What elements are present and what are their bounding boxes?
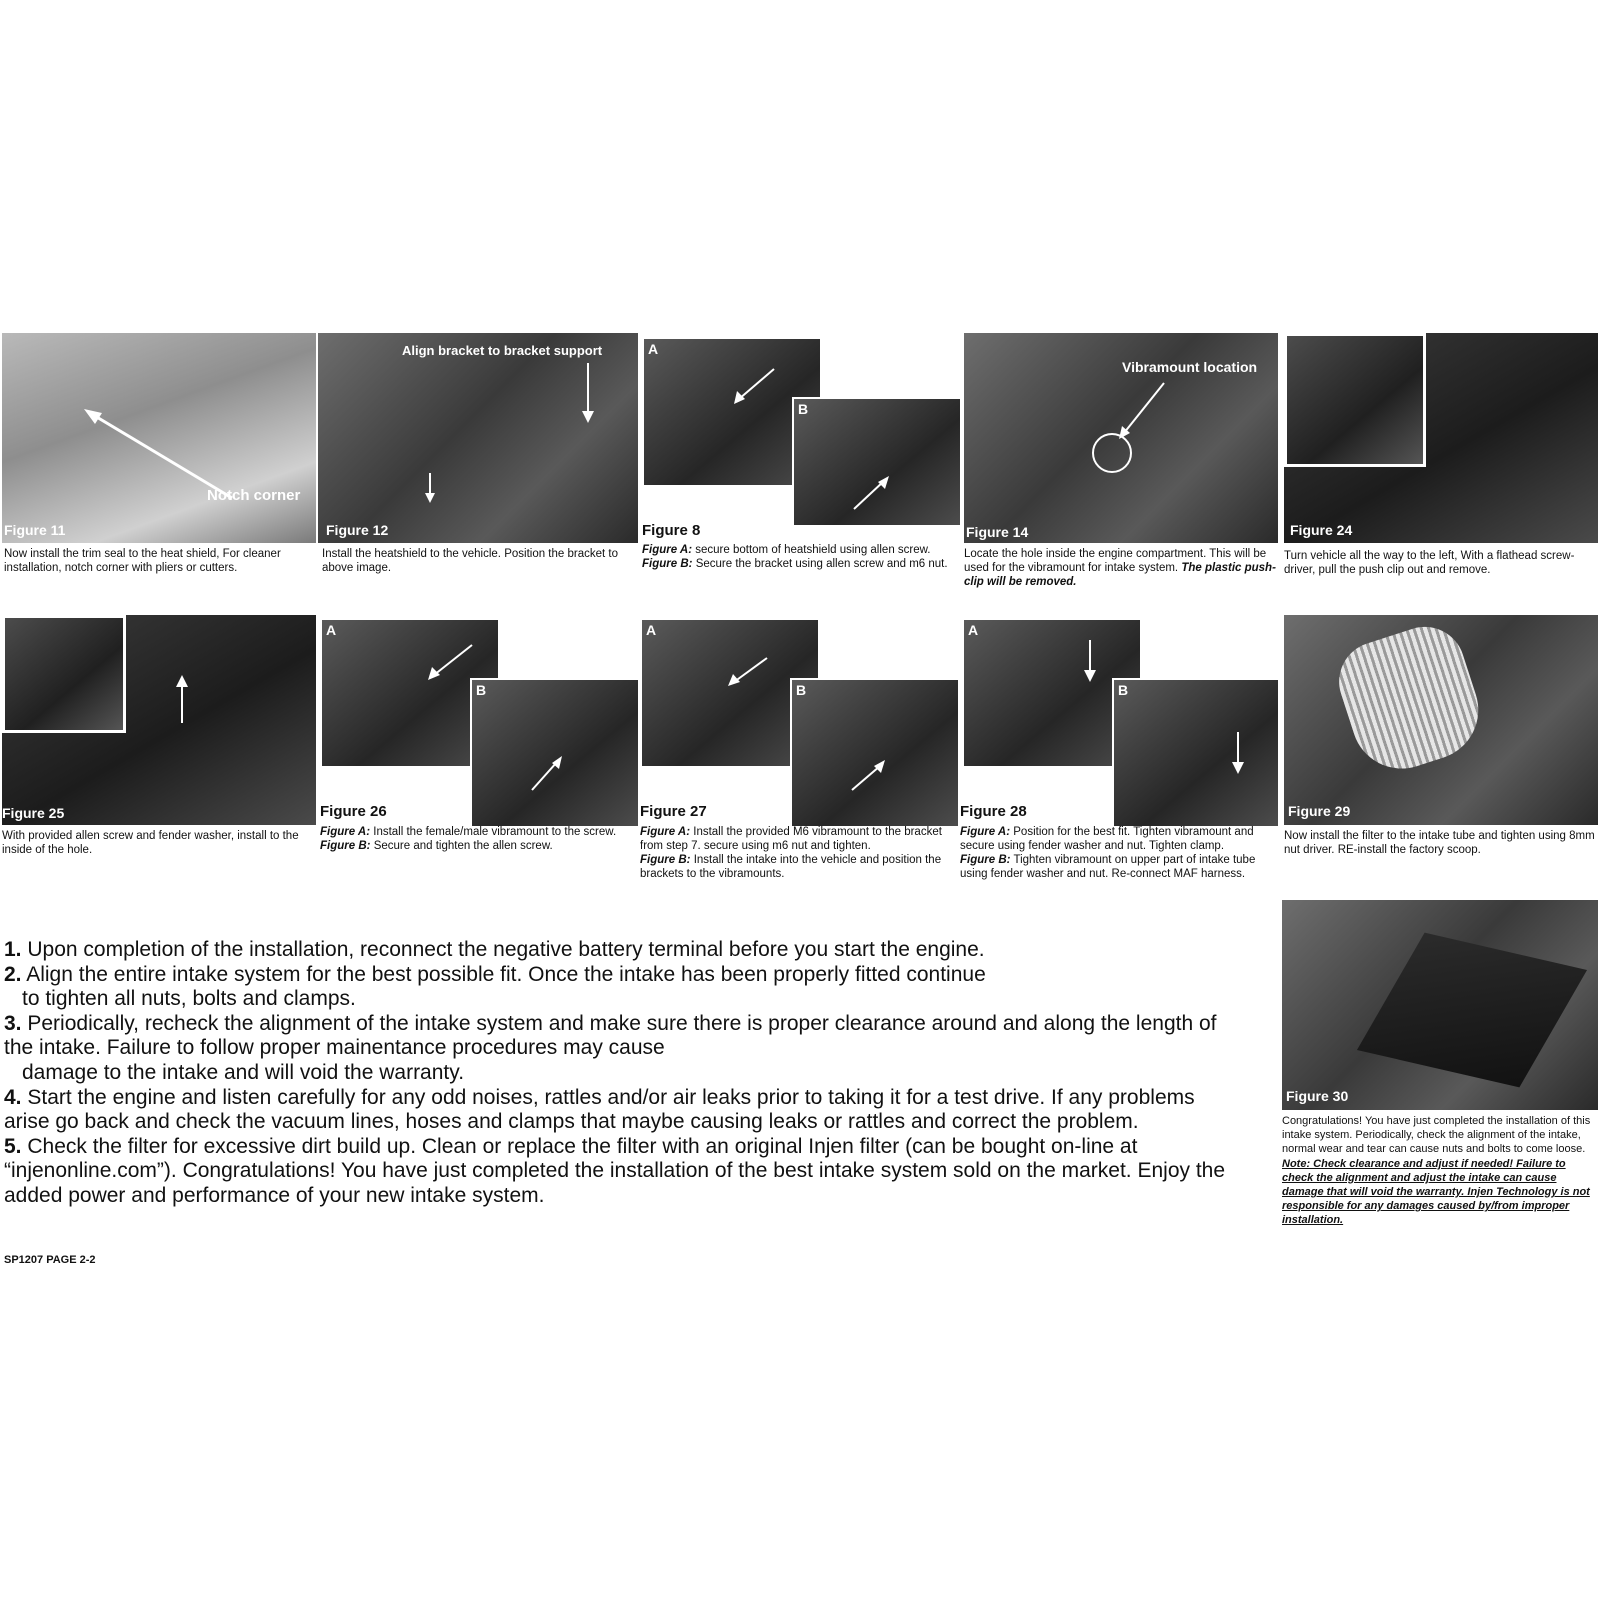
figure-27-photo-b: [790, 678, 960, 828]
figure-28-sub-a: A: [968, 622, 979, 638]
step-3-continued: damage to the intake and will void the warranty.: [22, 1060, 465, 1084]
figure-8-caption-b: Secure the bracket using allen screw and m6 nut.: [695, 558, 948, 570]
figure-24-label: Figure 24: [1290, 522, 1353, 538]
figure-27-sub-b: B: [796, 682, 807, 698]
figure-11-label: Figure 11: [4, 522, 66, 538]
figure-28-caption-a: Position for the best fit. Tighten vibramount and secure using fender washer and nut. Tighten clamp.: [960, 826, 1254, 852]
arrow-icon: [318, 333, 638, 543]
arrow-icon: [794, 399, 960, 525]
figure-28-caption-a-label: Figure A:: [960, 826, 1011, 838]
figure-8-sub-b: B: [798, 401, 809, 417]
step-5: 5. Check the filter for excessive dirt build up. Clean or replace the filter with an original Injen filter (can be bought on-line at “injenonline.com”). Congratulations! You have just completed the installation of the best intake system sold on the market. Enjoy the added power and performance of your new intake system.: [4, 1134, 1226, 1207]
step-2-continued: to tighten all nuts, bolts and clamps.: [22, 987, 356, 1011]
figure-30-warning: Note: Check clearance and adjust if needed! Failure to check the alignment and adjust the intake can cause damage that will void the warranty. Injen Technology is not responsible for any damages caused by/from improper installation.: [1282, 1157, 1590, 1227]
step-1: 1. Upon completion of the installation, reconnect the negative battery terminal before you start the engine.: [4, 938, 985, 961]
figure-30-photo: [1282, 900, 1598, 1110]
figure-8-photo-b: [792, 397, 962, 527]
figure-27-caption-b: Install the intake into the vehicle and position the brackets to the vibramounts.: [640, 854, 942, 880]
figure-26-label: Figure 26: [320, 803, 387, 820]
figure-8-caption-a-label: Figure A:: [642, 544, 693, 556]
figure-12-photo: [318, 333, 638, 543]
figure-27-caption-a: Install the provided M6 vibramount to the bracket from step 7. secure using m6 nut and tighten.: [640, 826, 942, 852]
step-2: 2. Align the entire intake system for the best possible fit. Once the intake has been properly fitted continue: [4, 962, 986, 986]
figure-27-sub-a: A: [646, 622, 657, 638]
figure-30-caption-text: Congratulations! You have just completed the installation of this intake system. Periodically, check the alignment of the intake, normal wear and tear can cause nuts and bolts to come loose.: [1282, 1115, 1591, 1156]
page-footer: SP1207 PAGE 2-2: [4, 1254, 96, 1266]
figure-12-caption: Install the heatshield to the vehicle. Position the bracket to above image.: [322, 548, 618, 574]
arrow-icon: [1114, 680, 1278, 826]
figure-12-label: Figure 12: [326, 522, 389, 538]
figure-30-caption: [1282, 1114, 1596, 1228]
figure-24-caption: Turn vehicle all the way to the left, With a flathead screw-driver, pull the push clip out and remove.: [1284, 550, 1575, 576]
figure-25-caption: With provided allen screw and fender washer, install to the inside of the hole.: [2, 830, 299, 856]
step-4: 4. Start the engine and listen carefully for any odd noises, rattles and/or air leaks prior to taking it for a test drive. If any problems arise go back and check the vacuum lines, hoses and clamps that maybe causing leaks or rattles and correct the problem.: [4, 1085, 1195, 1134]
figure-25-label: Figure 25: [2, 805, 65, 821]
figure-29-photo: [1284, 615, 1598, 825]
arrow-icon: [2, 333, 316, 543]
figure-26-sub-b: B: [476, 682, 487, 698]
figure-29-caption: Now install the filter to the intake tube and tighten using 8mm nut driver. RE-install the factory scoop.: [1284, 830, 1595, 856]
figure-14-photo: [964, 333, 1278, 543]
figure-24-photo: [1284, 333, 1598, 543]
figure-26-caption-b-label: Figure B:: [320, 840, 371, 852]
figure-27-label: Figure 27: [640, 803, 707, 820]
figure-25-photo: [2, 615, 316, 825]
figure-28-caption-b-label: Figure B:: [960, 854, 1011, 866]
figure-26-sub-a: A: [326, 622, 337, 638]
step-3: 3. Periodically, recheck the alignment of the intake system and make sure there is proper clearance around and along the length of the intake. Failure to follow proper mainentance procedures may cause: [4, 1011, 1217, 1060]
figure-8-caption-b-label: Figure B:: [642, 558, 693, 570]
figure-27-caption-a-label: Figure A:: [640, 826, 691, 838]
figure-8-caption: [642, 543, 954, 571]
figure-11-caption: Now install the trim seal to the heat shield, For cleaner installation, notch corner with pliers or cutters.: [4, 548, 281, 574]
figure-28-caption-b: Tighten vibramount on upper part of intake tube using fender washer and nut. Re-connect MAF harness.: [960, 854, 1256, 880]
figure-28-sub-b: B: [1118, 682, 1129, 698]
figure-26-caption: [320, 825, 638, 853]
figure-8-caption-a: secure bottom of heatshield using allen screw.: [695, 544, 931, 556]
air-filter-image: [1329, 616, 1492, 781]
figure-27-caption-b-label: Figure B:: [640, 854, 691, 866]
figure-14-caption: [964, 547, 1276, 589]
figure-14-caption-text: Locate the hole inside the engine compartment. This will be used for the vibramount for intake system.: [964, 548, 1267, 574]
intake-scoop-image: [1357, 933, 1587, 1088]
arrow-icon: [2, 615, 316, 825]
figure-14-callout: Vibramount location: [1122, 359, 1258, 375]
figure-11-callout: Notch corner: [207, 487, 301, 504]
figure-28-caption: [960, 825, 1278, 881]
arrow-icon: [964, 333, 1278, 543]
figure-14-label: Figure 14: [966, 524, 1029, 540]
figure-26-caption-b: Secure and tighten the allen screw.: [373, 840, 553, 852]
arrow-icon: [472, 680, 638, 826]
figure-8-label: Figure 8: [642, 522, 701, 539]
figure-30-label: Figure 30: [1286, 1088, 1349, 1104]
figure-28-label: Figure 28: [960, 803, 1027, 820]
figure-11-photo: [2, 333, 316, 543]
figure-28-photo-b: [1112, 678, 1280, 828]
figure-26-caption-a-label: Figure A:: [320, 826, 371, 838]
figure-8-sub-a: A: [648, 341, 659, 357]
completion-steps: [4, 938, 1244, 1209]
figure-24-inset-photo: [1284, 333, 1426, 467]
figure-29-label: Figure 29: [1288, 803, 1351, 819]
figure-27-caption: [640, 825, 958, 881]
figure-26-photo-b: [470, 678, 640, 828]
figure-14-caption-bold: The plastic push-clip will be removed.: [964, 562, 1276, 588]
figure-26-caption-a: Install the female/male vibramount to the screw.: [373, 826, 617, 838]
figure-12-callout: Align bracket to bracket support: [402, 343, 603, 358]
arrow-icon: [792, 680, 958, 826]
